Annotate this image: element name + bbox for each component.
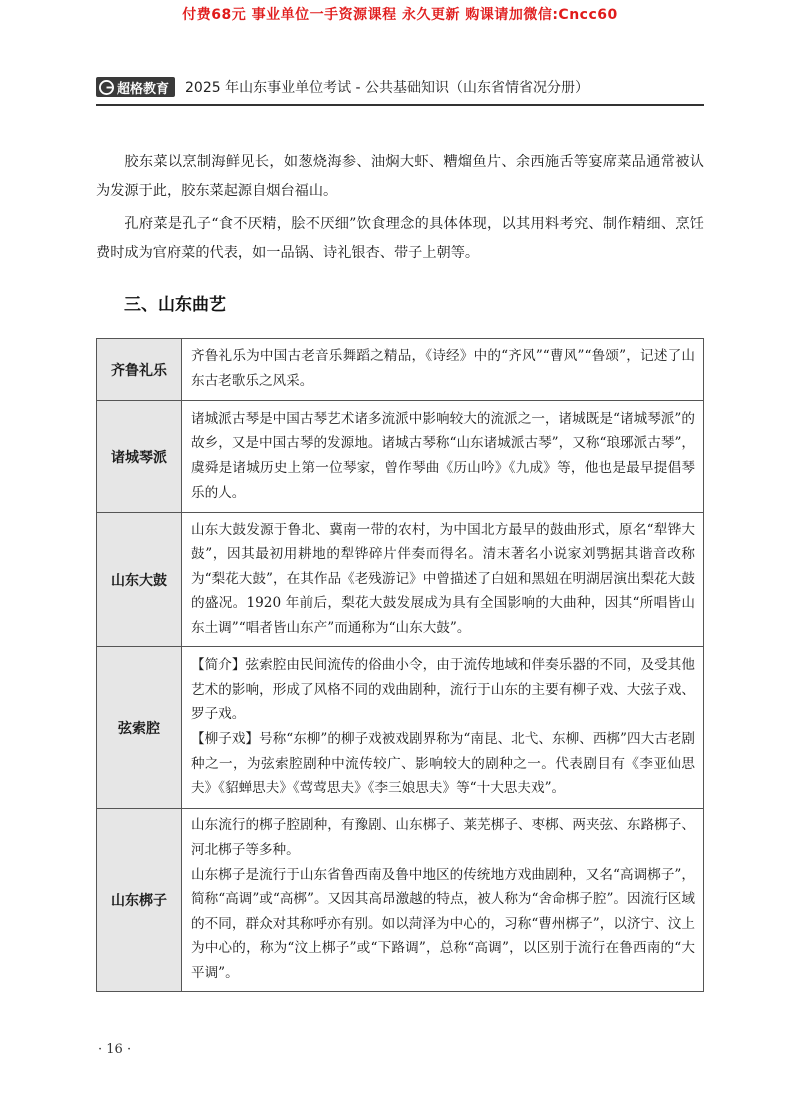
- header-divider: [96, 104, 704, 106]
- row-label: 齐鲁礼乐: [97, 339, 182, 401]
- row-paragraph: 山东大鼓发源于鲁北、冀南一带的农村，为中国北方最早的鼓曲形式，原名“犁铧大鼓”，因其最初用耕地的犁铧碎片伴奏而得名。清末著名小说家刘鹗据其谐音改称为“梨花大鼓”，在其作品《老残游记》中曾描述了白妞和黑妞在明湖居演出梨花大鼓的盛况。1920 年前后，梨花大鼓发展成为具有全国影响的大曲种，因其“所唱皆山东土调”“唱者皆山东产”而通称为“山东大鼓”。: [191, 521, 695, 636]
- page-number: · 16 ·: [98, 1042, 132, 1057]
- row-paragraph: 【简介】弦索腔由民间流传的俗曲小令，由于流传地域和伴奏乐器的不同，及受其他艺术的影响，形成了风格不同的戏曲剧种，流行于山东的主要有柳子戏、大弦子戏、罗子戏。: [191, 657, 695, 723]
- row-content: [182, 339, 704, 401]
- table-row: [97, 401, 704, 513]
- row-paragraph: 山东流行的梆子腔剧种，有豫剧、山东梆子、莱芜梆子、枣梆、两夹弦、东路梆子、河北梆子等多种。: [191, 817, 695, 859]
- section-title: 三、山东曲艺: [124, 295, 226, 315]
- table-row: [97, 339, 704, 401]
- row-label: 山东大鼓: [97, 513, 182, 647]
- row-content: [182, 809, 704, 992]
- row-content: [182, 647, 704, 809]
- page-header: [96, 76, 704, 98]
- row-content: [182, 401, 704, 513]
- brand-g-icon: [99, 80, 114, 95]
- row-label: 诸城琴派: [97, 401, 182, 513]
- brand-logo: [96, 77, 175, 97]
- table-row: [97, 513, 704, 647]
- row-paragraph: 齐鲁礼乐为中国古老音乐舞蹈之精品，《诗经》中的“齐风”“曹风”“鲁颂”，记述了山东古老歌乐之风采。: [191, 348, 695, 389]
- row-content: [182, 513, 704, 647]
- row-paragraph: 诸城派古琴是中国古琴艺术诸多流派中影响较大的流派之一，诸城既是“诸城琴派”的故乡，又是中国古琴的发源地。诸城古琴称“山东诸城派古琴”，又称“琅琊派古琴”，虞舜是诸城历史上第一位琴家，曾作琴曲《历山吟》《九成》等，他也是最早提倡琴乐的人。: [191, 410, 695, 501]
- row-paragraph: 【柳子戏】号称“东柳”的柳子戏被戏剧界称为“南昆、北弋、东柳、西梆”四大古老剧种之一，为弦索腔剧种中流传较广、影响较大的剧种之一。代表剧目有《李亚仙思夫》《貂蝉思夫》《莺莺思夫》《李三娘思夫》等“十大思夫戏”。: [191, 731, 695, 797]
- row-label: 弦索腔: [97, 647, 182, 809]
- row-paragraph: 山东梆子是流行于山东省鲁西南及鲁中地区的传统地方戏曲剧种，又名“高调梆子”，简称“高调”或“高梆”。又因其高昂激越的特点，被人称为“舍命梆子腔”。因流行区域的不同，群众对其称呼亦有别。如以菏泽为中心的，习称“曹州梆子”，以济宁、汶上为中心的，称为“汶上梆子”或“下路调”，总称“高调”，以区别于流行在鲁西南的“大平调”。: [191, 866, 695, 981]
- intro-paragraph-kongfu: 孔府菜是孔子“食不厌精，脍不厌细”饮食理念的具体体现，以其用料考究、制作精细、烹饪费时成为官府菜的代表，如一品锅、诗礼银杏、带子上朝等。: [96, 216, 704, 261]
- table-row: [97, 647, 704, 809]
- intro-paragraph-jiaodong: 胶东菜以烹制海鲜见长，如葱烧海参、油焖大虾、糟熘鱼片、余西施舌等宴席菜品通常被认为发源于此，胶东菜起源自烟台福山。: [96, 154, 704, 199]
- brand-logo-text: 超格教育: [117, 81, 170, 97]
- row-label: 山东梆子: [97, 809, 182, 992]
- table-row: [97, 809, 704, 992]
- quyi-table: [96, 338, 704, 992]
- header-title: 2025 年山东事业单位考试 - 公共基础知识（山东省情省况分册）: [185, 80, 590, 96]
- watermark-banner: 付费68元 事业单位一手资源课程 永久更新 购课请加微信:Cncc60: [182, 7, 618, 23]
